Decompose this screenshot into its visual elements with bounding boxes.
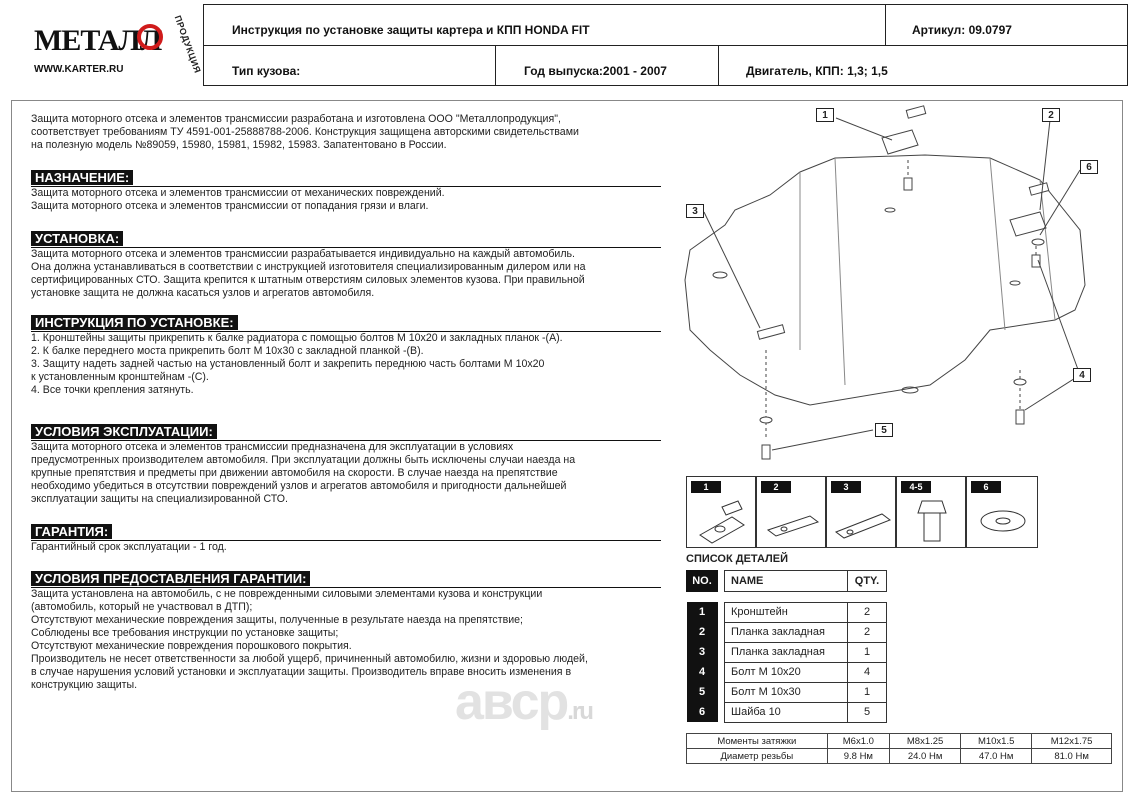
header-divider (204, 45, 1128, 46)
section-instruction (31, 315, 661, 397)
section-line: крупные препятствия и предметы при движении автомобиля на скорости. В случае наезда на препятствие (31, 467, 558, 479)
row-name: Планка закладная (725, 642, 848, 662)
header-qty: QTY. (848, 571, 887, 592)
brand-logo (4, 4, 204, 86)
washer (760, 417, 772, 423)
table-row (687, 642, 887, 662)
section-line: установке защита не должна касаться узлов и агрегатов автомобиля. (31, 287, 375, 299)
row-name: Болт М 10х30 (725, 682, 848, 702)
table-row (687, 702, 887, 722)
doc-title: Инструкция по установке защиты картера и КПП HONDA FIT (232, 23, 590, 37)
intro-line: Защита моторного отсека и элементов трансмиссии разработана и изготовлена ООО "Металлопродукция", (31, 113, 561, 125)
row-no: 4 (687, 662, 718, 682)
section-line: Отсутствуют механические повреждения защиты, полученные в результате наезда на препятствие; (31, 614, 523, 626)
washer-icon (977, 501, 1029, 541)
plank-right (1029, 183, 1048, 195)
part-tile-6 (966, 476, 1038, 548)
part-tile-label: 2 (761, 481, 791, 493)
callout-4: 4 (1073, 368, 1091, 382)
washer (1032, 239, 1044, 245)
torque-cell: M8x1.25 (890, 734, 961, 749)
row-name: Болт М 10х20 (725, 662, 848, 682)
torque-row (687, 749, 1112, 764)
row-no: 2 (687, 622, 718, 642)
section-line: 3. Защиту надеть задней частью на установленный болт и закрепить переднюю часть болтами М 10х20 (31, 358, 545, 370)
section-line: 1. Кронштейны защиты прикрепить к балке радиатора с помощью болтов М 10х20 и закладных планок -(A). (31, 332, 563, 344)
section-line: Защита моторного отсека и элементов трансмиссии от механических повреждений. (31, 187, 445, 199)
plank-top (906, 106, 925, 118)
callout-3: 3 (686, 204, 704, 218)
section-line: (автомобиль, который не участвовал в ДТП); (31, 601, 253, 613)
header-name: NAME (725, 571, 848, 592)
production-years: Год выпуска:2001 - 2007 (524, 64, 667, 78)
watermark-suffix: .ru (567, 698, 592, 725)
plate-fold-line (835, 158, 845, 385)
plate-hole (1010, 281, 1020, 285)
row-no: 1 (687, 602, 718, 622)
torque-cell: M10x1.5 (961, 734, 1032, 749)
section-line: 4. Все точки крепления затянуть. (31, 384, 194, 396)
bolt (1016, 410, 1024, 424)
torque-cell: M12x1.75 (1032, 734, 1112, 749)
logo-ring-icon (137, 24, 163, 50)
torque-row (687, 734, 1112, 749)
section-line: эксплуатации защиты на специализированной СТО. (31, 493, 288, 505)
row-qty: 4 (848, 662, 887, 682)
row-no: 6 (687, 702, 718, 722)
plank-front (757, 325, 784, 339)
torque-cell: 81.0 Нм (1032, 749, 1112, 764)
section-line: Производитель не несет ответственности за любой ущерб, причиненный автомобилю, жизни и здоровью людей, (31, 653, 588, 665)
table-row (687, 602, 887, 622)
section-install (31, 231, 661, 300)
section-line: Она должна устанавливаться в соответствии с инструкцией изготовителя специализированным дилером или на (31, 261, 586, 273)
intro-block (31, 113, 661, 152)
plank-icon (762, 502, 822, 542)
section-warranty (31, 524, 661, 554)
plate-hole (713, 272, 727, 278)
section-line: Защита установлена на автомобиль, с не поврежденными силовыми элементами кузова и конструкции (31, 588, 543, 600)
leader-line (1040, 120, 1050, 210)
section-heading: УСЛОВИЯ ЭКСПЛУАТАЦИИ: (31, 424, 217, 439)
callout-5: 5 (875, 423, 893, 437)
row-name: Кронштейн (725, 602, 848, 622)
table-row (687, 622, 887, 642)
torque-cell: 24.0 Нм (890, 749, 961, 764)
brand-name: МЕТАЛЛ (34, 24, 162, 57)
callout-2: 2 (1042, 108, 1060, 122)
section-line: в случае нарушения условий установки и эксплуатации защиты. Производитель вправе вносить изменения в (31, 666, 572, 678)
row-qty: 5 (848, 702, 887, 722)
row-qty: 1 (848, 642, 887, 662)
section-line: Гарантийный срок эксплуатации - 1 год. (31, 541, 227, 553)
leader-line (1040, 170, 1080, 235)
engine-info: Двигатель, КПП: 1,3; 1,5 (746, 64, 888, 78)
torque-cell: Диаметр резьбы (687, 749, 828, 764)
section-line: к установленным кронштейнам -(C). (31, 371, 209, 383)
torque-cell: M6x1.0 (827, 734, 889, 749)
section-usage (31, 424, 661, 506)
part-tile-3 (826, 476, 896, 548)
part-tile-label: 3 (831, 481, 861, 493)
leader-line (772, 430, 873, 450)
bracket-icon (692, 497, 752, 545)
intro-line: соответствует требованиям ТУ 4591-001-25888788-2006. Конструкция защищена авторскими свидетельствами (31, 126, 579, 138)
table-row (687, 662, 887, 682)
torque-cell: Моменты затяжки (687, 734, 828, 749)
row-no: 3 (687, 642, 718, 662)
callout-6: 6 (1080, 160, 1098, 174)
callout-1: 1 (816, 108, 834, 122)
body-type: Тип кузова: (232, 64, 301, 78)
header-no: NO. (687, 571, 718, 592)
intro-line: на полезную модель №89059, 15980, 15981, 15982, 15983. Запатентовано в России. (31, 139, 447, 151)
bolt (762, 445, 770, 459)
torque-cell: 9.8 Нм (827, 749, 889, 764)
section-heading: ГАРАНТИЯ: (31, 524, 112, 539)
section-line: Защита моторного отсека и элементов трансмиссии от попадания грязи и влаги. (31, 200, 429, 212)
header-divider-v2 (495, 45, 496, 86)
section-heading: ИНСТРУКЦИЯ ПО УСТАНОВКЕ: (31, 315, 238, 330)
plate-fold-line (990, 158, 1005, 330)
section-line: Соблюдены все требования инструкции по установке защиты; (31, 627, 339, 639)
leader-line (704, 212, 760, 328)
row-qty: 2 (848, 622, 887, 642)
parts-table (686, 570, 887, 723)
leader-line (836, 118, 892, 140)
header-divider-v3 (718, 45, 719, 86)
part-tile-label: 1 (691, 481, 721, 493)
section-line: 2. К балке переднего моста прикрепить болт М 10х30 с закладной планкой -(B). (31, 345, 424, 357)
bolt-icon (912, 495, 952, 545)
skid-plate-outline (685, 155, 1085, 405)
brand-site: WWW.KARTER.RU (34, 64, 124, 75)
parts-header-row (687, 571, 887, 592)
section-line: необходимо убедиться в отсутствии повреждений узлов и агрегатов автомобиля и пригодности дальнейшей (31, 480, 567, 492)
plate-hole (885, 208, 895, 212)
leader-line (1038, 260, 1080, 375)
section-line: Защита моторного отсека и элементов трансмиссии разрабатывается индивидуально на каждый автомобиль. (31, 248, 575, 260)
bolt (904, 178, 912, 190)
section-line: конструкцию защиты. (31, 679, 138, 691)
section-purpose (31, 170, 661, 213)
header-divider-v1 (885, 4, 886, 45)
assembly-diagram (660, 100, 1120, 470)
row-name: Шайба 10 (725, 702, 848, 722)
part-tile-1 (686, 476, 756, 548)
parts-list-title: СПИСОК ДЕТАЛЕЙ (686, 553, 788, 565)
section-line: Защита моторного отсека и элементов трансмиссии предназначена для эксплуатации в условиях (31, 441, 514, 453)
row-name: Планка закладная (725, 622, 848, 642)
article-number: Артикул: 09.0797 (912, 23, 1012, 37)
section-heading: УСТАНОВКА: (31, 231, 123, 246)
watermark-logo (455, 672, 592, 732)
bracket-2 (1010, 212, 1046, 236)
long-plank-icon (832, 502, 892, 542)
part-tile-2 (756, 476, 826, 548)
table-row (687, 682, 887, 702)
row-qty: 2 (848, 602, 887, 622)
section-line: предусмотренных производителем автомобиля. При эксплуатации должны быть исключены случаи наезда на (31, 454, 576, 466)
bracket-1 (882, 130, 918, 154)
torque-cell: 47.0 Нм (961, 749, 1032, 764)
section-heading: НАЗНАЧЕНИЕ: (31, 170, 133, 185)
section-line: сертифицированных СТО. Защита крепится к штатным отверстиям силовых элементов кузова. При правильной (31, 274, 585, 286)
row-qty: 1 (848, 682, 887, 702)
part-tile-label: 6 (971, 481, 1001, 493)
section-heading: УСЛОВИЯ ПРЕДОСТАВЛЕНИЯ ГАРАНТИИ: (31, 571, 310, 586)
torque-table (686, 733, 1112, 764)
leader-line (1025, 375, 1080, 410)
washer (1014, 379, 1026, 385)
row-no: 5 (687, 682, 718, 702)
section-line: Отсутствуют механические повреждения порошкового покрытия. (31, 640, 352, 652)
brand-side-text: ПРОДУКЦИЯ (172, 14, 203, 75)
part-tile-label: 4-5 (901, 481, 931, 493)
part-tile-4-5 (896, 476, 966, 548)
watermark-text: авсp (455, 673, 568, 731)
